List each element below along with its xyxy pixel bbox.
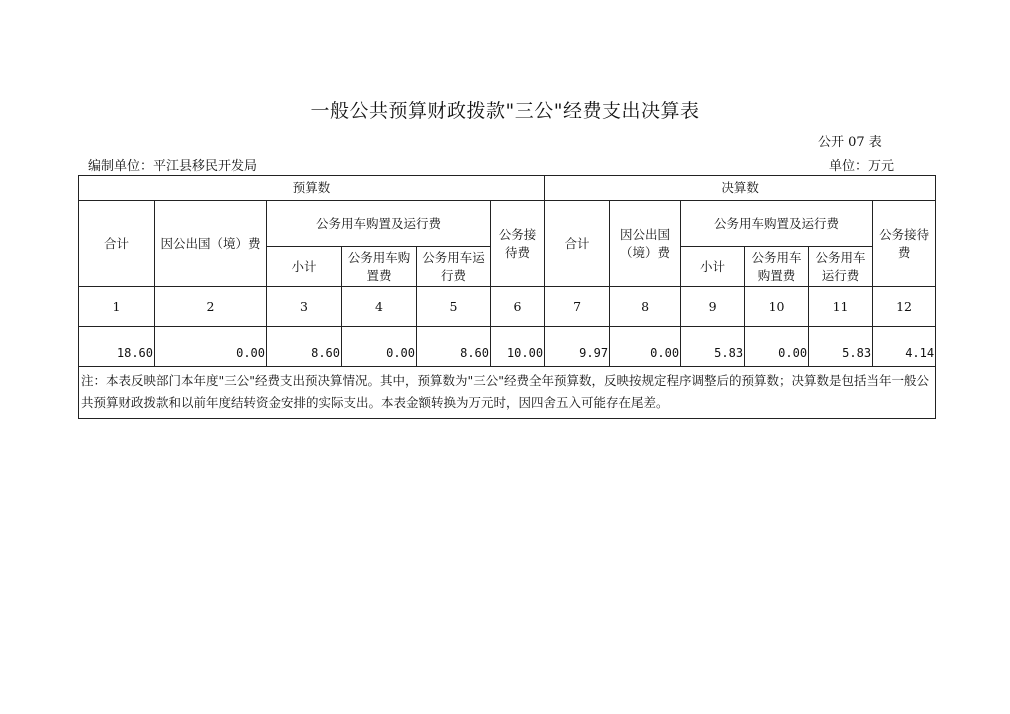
budget-reception-value: 10.00 [491, 327, 545, 367]
budget-subtotal-value: 8.60 [267, 327, 342, 367]
budget-vehicle-group-header: 公务用车购置及运行费 [267, 201, 491, 247]
unit-label: 单位：万元 [829, 159, 895, 174]
final-abroad-value: 0.00 [610, 327, 681, 367]
column-number: 9 [681, 287, 745, 327]
final-abroad-header: 因公出国（境）费 [610, 201, 681, 287]
final-vehicle-run-value: 5.83 [809, 327, 873, 367]
column-number: 10 [745, 287, 809, 327]
expenditure-table [78, 175, 936, 419]
table-number: 公开 07 表 [818, 135, 882, 150]
organization-label: 编制单位：平江县移民开发局 [88, 159, 258, 174]
final-header: 决算数 [545, 176, 936, 201]
column-number: 7 [545, 287, 610, 327]
column-number: 2 [155, 287, 267, 327]
final-vehicle-purchase-value: 0.00 [745, 327, 809, 367]
column-number: 4 [342, 287, 417, 327]
budget-vehicle-purchase-value: 0.00 [342, 327, 417, 367]
page-title: 一般公共预算财政拨款"三公"经费支出决算表 [310, 100, 700, 122]
column-number: 8 [610, 287, 681, 327]
final-total-value: 9.97 [545, 327, 610, 367]
group-header-row [79, 176, 936, 201]
budget-reception-header: 公务接待费 [491, 201, 545, 287]
final-reception-value: 4.14 [873, 327, 936, 367]
budget-total-header: 合计 [79, 201, 155, 287]
column-number: 5 [417, 287, 491, 327]
value-row [79, 327, 936, 367]
final-vehicle-run-header: 公务用车运行费 [809, 247, 873, 287]
final-subtotal-value: 5.83 [681, 327, 745, 367]
final-total-header: 合计 [545, 201, 610, 287]
column-number-row [79, 287, 936, 327]
final-vehicle-group-header: 公务用车购置及运行费 [681, 201, 873, 247]
table-note: 注：本表反映部门本年度"三公"经费支出预决算情况。其中，预算数为"三公"经费全年预算数，反映按规定程序调整后的预算数；决算数是包括当年一般公共预算财政拨款和以前年度结转资金安排的实际支出。本表金额转换为万元时，因四舍五入可能存在尾差。 [79, 367, 936, 419]
budget-vehicle-purchase-header: 公务用车购置费 [342, 247, 417, 287]
column-number: 12 [873, 287, 936, 327]
note-row [79, 367, 936, 419]
final-subtotal-header: 小计 [681, 247, 745, 287]
budget-header: 预算数 [79, 176, 545, 201]
budget-abroad-header: 因公出国（境）费 [155, 201, 267, 287]
final-vehicle-purchase-header: 公务用车购置费 [745, 247, 809, 287]
budget-abroad-value: 0.00 [155, 327, 267, 367]
column-header-row [79, 201, 936, 247]
column-number: 11 [809, 287, 873, 327]
budget-vehicle-run-header: 公务用车运行费 [417, 247, 491, 287]
column-number: 1 [79, 287, 155, 327]
final-reception-header: 公务接待费 [873, 201, 936, 287]
budget-subtotal-header: 小计 [267, 247, 342, 287]
column-number: 6 [491, 287, 545, 327]
column-number: 3 [267, 287, 342, 327]
budget-total-value: 18.60 [79, 327, 155, 367]
budget-vehicle-run-value: 8.60 [417, 327, 491, 367]
